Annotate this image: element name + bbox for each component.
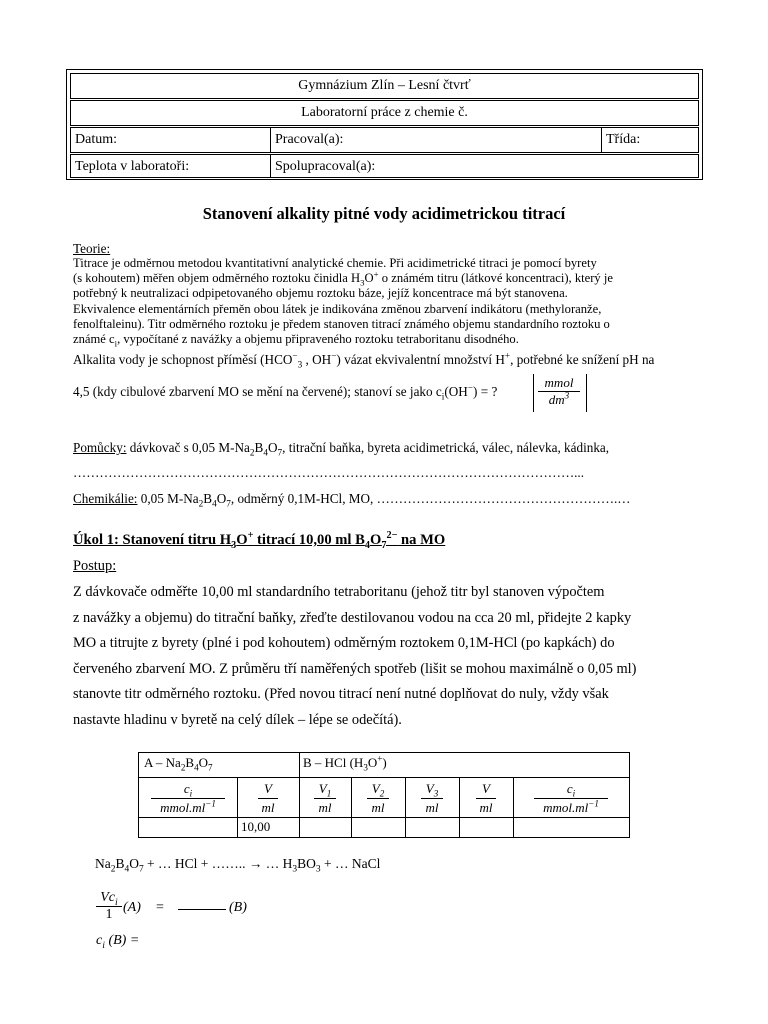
tools-line: Pomůcky: dávkovač s 0,05 $M-Na_2B_4O_7$, titrační baňka, byreta acidimetrická, válec, nálevka, kádinka, bbox=[73, 440, 610, 458]
procedure-text bbox=[73, 580, 713, 733]
procedure-line-4: červeného zbarvení MO. Z průměru tří naměřených spotřeb (lišit se mohou maximálně o 0,05 ml) bbox=[73, 660, 637, 677]
coworker-label: Spolupracoval(a): bbox=[275, 159, 376, 174]
col-header-v-b: V ml bbox=[459, 780, 513, 817]
titration-table bbox=[138, 752, 630, 838]
header-table bbox=[66, 69, 703, 180]
table-head-b: B – HCl $(H_3O^+)$ bbox=[303, 753, 387, 773]
tools-label: Pomůcky: bbox=[73, 440, 127, 455]
date-row bbox=[70, 127, 699, 153]
table-head-divider bbox=[299, 753, 300, 777]
table-rule-2 bbox=[139, 817, 629, 818]
col-header-ci-a: $c_i$ $mmol.ml^{-1}$ bbox=[139, 780, 237, 817]
alkalinity-line-1: Alkalita vody je schopnost příměsí ($HCO^-_3$ , OH−) vázat ekvivalentní množství H+, potřebné ke snížení pH na bbox=[73, 350, 655, 370]
chemicals-label: Chemikálie: bbox=[73, 491, 138, 506]
theory-line-4: Ekvivalence elementárních přeměn obou látek je indikována změnou zbarvení indikátoru (methyloranže, bbox=[73, 301, 602, 316]
temp-row bbox=[70, 154, 699, 178]
class-cell bbox=[602, 128, 702, 152]
theory-heading: Teorie: bbox=[73, 241, 111, 256]
col-header-v-a: V ml bbox=[237, 780, 299, 817]
table-rule-1 bbox=[139, 777, 629, 778]
lab-title-row bbox=[70, 100, 699, 126]
class-label: Třída: bbox=[606, 132, 641, 147]
col-header-v2: $V_2$ ml bbox=[351, 780, 405, 817]
procedure-line-5: stanovte titr odměrného roztoku. (Před novou titrací není nutné doplňovat do nuly, vždy však bbox=[73, 686, 609, 702]
date-cell bbox=[71, 128, 271, 152]
date-label: Datum: bbox=[75, 132, 117, 147]
alkalinity-line-2: 4,5 (kdy cibulové zbarvení MO se mění na červené); stanoví se jako $c_i(OH^-)$ = ? mmol $dm^3$ bbox=[73, 374, 713, 416]
col-header-v1: $V_1$ ml bbox=[299, 780, 351, 817]
school-row bbox=[70, 73, 699, 99]
procedure-line-6: nastavte hladinu v byretě na celý dílek – lépe se odečítá). bbox=[73, 711, 402, 728]
chemicals-line: Chemikálie: 0,05 $M-Na_2B_4O_7$, odměrný 0,1M-HCl, MO, ……………………………………………….… bbox=[73, 491, 631, 509]
school-name: Gymnázium Zlín – Lesní čtvrť bbox=[298, 78, 471, 93]
formula: $Vc_i$ 1 (A) = (B) bbox=[96, 890, 296, 930]
theory-line-6: známé $c_i$, vypočítané z navážky a objemu připraveného roztoku tetraboritanu disodného. bbox=[73, 332, 519, 349]
theory-line-2: (s kohoutem) měřen objem odměrného roztoku činidla $H_3O^+$ o známém titru (látkové koncentraci), který je bbox=[73, 269, 613, 288]
procedure-line-2: z navážky a objemu) do titrační baňky, zřeďte destilovanou vodou na cca 20 ml, přidejte 2 kapky bbox=[73, 609, 632, 626]
procedure-line-3: MO a titrujte z byrety (plné i pod kohoutem) odměrným roztokem 0,1M-HCl (po kapkách) do bbox=[73, 635, 615, 651]
temp-label: Teplota v laboratoři: bbox=[75, 159, 190, 174]
worked-label: Pracoval(a): bbox=[275, 132, 344, 147]
lab-title: Laboratorní práce z chemie č. bbox=[301, 105, 468, 120]
table-head-a: A – $Na_2B_4O_7$ bbox=[144, 755, 213, 773]
coworker-cell bbox=[271, 155, 702, 177]
procedure-label: Postup: bbox=[73, 558, 117, 574]
col-header-v3: $V_3$ ml bbox=[405, 780, 459, 817]
page-title: Stanovení alkality pitné vody acidimetrickou titrací bbox=[202, 204, 566, 223]
theory-text bbox=[73, 256, 713, 347]
value-v-a: 10,00 bbox=[241, 819, 271, 834]
temp-cell bbox=[71, 155, 271, 177]
blank-line bbox=[178, 909, 226, 910]
col-header-ci-b: $c_i$ $mmol.ml^{-1}$ bbox=[513, 780, 629, 817]
tools-dots: ……………………………………………………………………………………………………... bbox=[73, 465, 585, 480]
unit-fraction: mmol $dm^3$ bbox=[538, 375, 580, 408]
theory-line-1: Titrace je odměrnou metodou kvantitativní analytické chemie. Při acidimetrické titraci je pomocí byrety bbox=[73, 256, 597, 270]
task1-heading: Úkol 1: Stanovení titru $H_3O^+$ titrací 10,00 ml $B_4O_7^{2-}$ na MO bbox=[73, 530, 446, 551]
theory-line-3: potřebný k neutralizaci odpipetovaného objemu roztoku báze, jejíž koncentrace má být stanovena. bbox=[73, 286, 568, 301]
theory-line-5: fenolftaleinu). Titr odměrného roztoku je předem stanoven titrací známého objemu standardního roztoku o bbox=[73, 316, 610, 331]
procedure-line-1: Z dávkovače odměřte 10,00 ml standardního tetraboritanu (jehož titr byl stanoven výpočtem bbox=[73, 584, 605, 600]
reaction-equation: $Na_2B_4O_7$ + … HCl + …….. → … $H_3BO_3$ + … NaCl bbox=[95, 856, 381, 875]
concentration-b: $c_i$ (B) = bbox=[96, 933, 140, 951]
worked-cell bbox=[271, 128, 602, 152]
